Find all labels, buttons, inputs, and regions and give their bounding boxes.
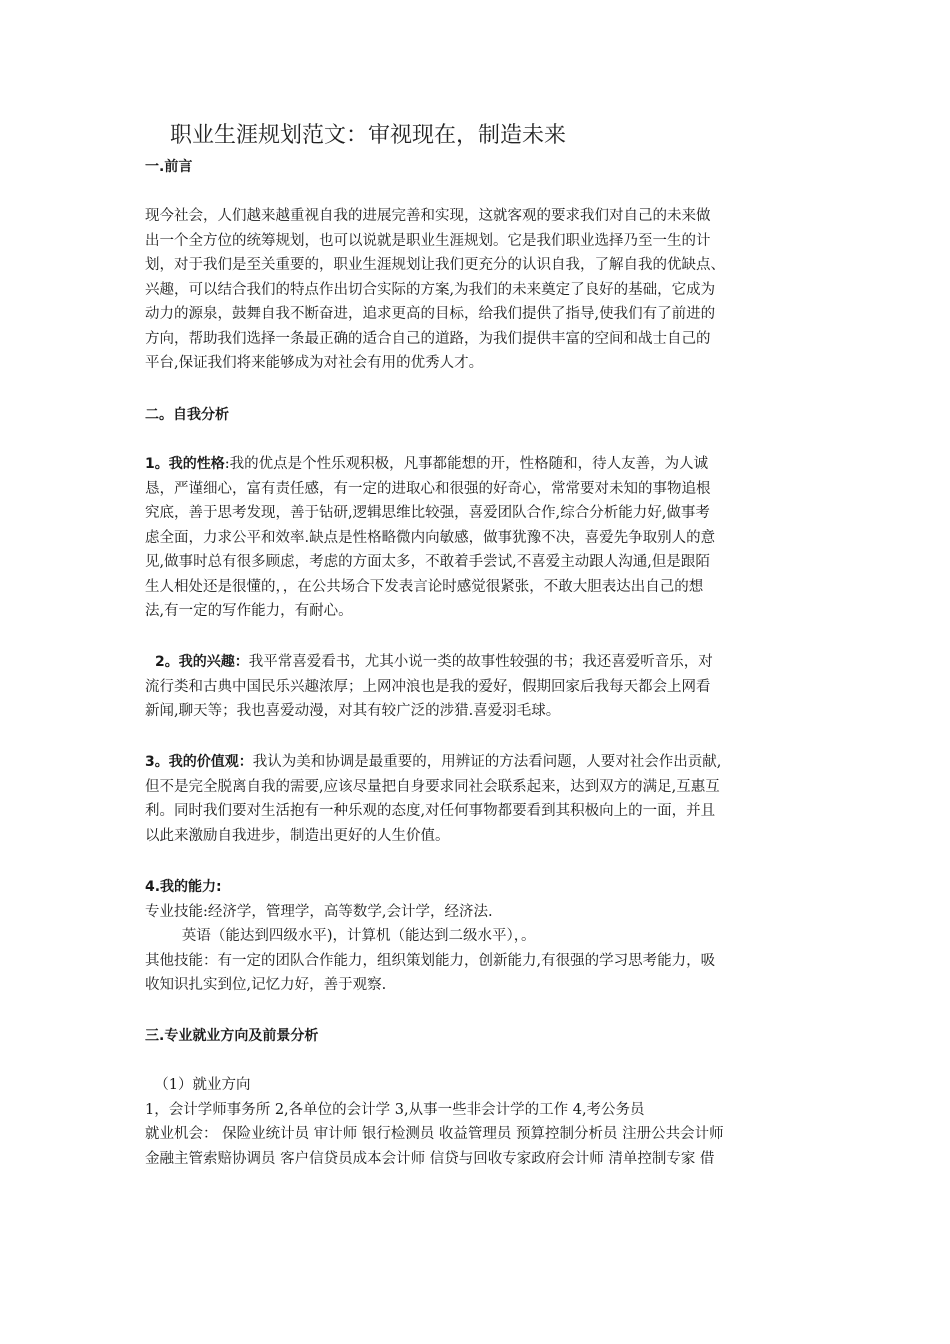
paragraph-line: 法,有一定的写作能力，有耐心。 [145,603,353,619]
interests-paragraph [155,650,825,675]
paragraph-line: 划，对于我们是至关重要的，职业生涯规划让我们更充分的认识自我，了解自我的优缺点、 [145,257,725,273]
paragraph-line: 究底，善于思考发现，善于钻研,逻辑思维比较强，喜爱团队合作,综合分析能力好,做事考 [145,505,710,521]
ability-label: 4.我的能力: [145,879,222,895]
career-heading-block [145,1024,815,1049]
paragraph-line: 利。同时我们要对生活抱有一种乐观的态度,对任何事物都要看到其积极向上的一面，并且 [145,803,716,819]
paragraph-line: 生人相处还是很懂的，，在公共场合下发表言论时感觉很紧张，不敢大胆表达出自己的想 [145,578,704,595]
paragraph-line: 动力的源泉，鼓舞自我不断奋进，追求更高的目标，给我们提供了指导,使我们有了前进的 [145,306,716,322]
paragraph-line: 平台,保证我们将来能够成为对社会有用的优秀人才。 [145,355,484,371]
paragraph-line: 但不是完全脱离自我的需要,应该尽量把自身要求同社会联系起来，达到双方的满足,互惠互 [145,778,720,795]
paragraph-line: 见,做事时总有很多顾虑，考虑的方面太多，不敢着手尝试,不喜爱主动跟人沟通,但是跟陌 [145,554,710,570]
self-analysis-heading: 二。自我分析 [145,407,229,423]
paragraph-line [145,452,815,477]
personality-paragraph [145,452,815,624]
interests-text: 我平常喜爱看书，尤其小说一类的故事性较强的书；我还喜爱听音乐，对 [248,654,713,670]
values-paragraph [145,750,815,848]
personality-text: :我的优点是个性乐观积极，凡事都能想的开，性格随和，待人友善，为人诚 [224,456,709,472]
values-text: 我认为美和协调是最重要的，用辨证的方法看问题，人要对社会作出贡献, [252,754,722,770]
paragraph-line [145,750,815,775]
paragraph-line: 就业机会： 保险业统计员 审计师 银行检测员 收益管理员 预算控制分析员 注册公共会计师 [145,1126,724,1142]
paragraph-line: 现今社会，人们越来越重视自我的进展完善和实现，这就客观的要求我们对自己的未来做 [145,208,711,224]
preface-heading: 一.前言 [145,159,193,175]
paragraph-line: 金融主管索赔协调员 客户信贷员成本会计师 信贷与回收专家政府会计师 清单控制专家 借 [145,1150,715,1167]
paragraph-line: 流行类和古典中国民乐兴趣浓厚；上网冲浪也是我的爱好，假期回家后我每天都会上网看 [145,678,711,695]
self-analysis-heading-block [145,403,815,428]
paragraph-line: 其他技能：有一定的团队合作能力，组织策划能力，创新能力,有很强的学习思考能力，吸 [145,952,716,969]
paragraph-line: 出一个全方位的统筹规划，也可以说就是职业生涯规划。它是我们职业选择乃至一生的计 [145,232,711,249]
career-heading: 三.专业就业方向及前景分析 [145,1028,319,1044]
paragraph-line: 新闻,聊天等；我也喜爱动漫，对其有较广泛的涉猎.喜爱羽毛球。 [145,703,561,719]
paragraph-line: 以此来激励自我进步，制造出更好的人生价值。 [145,827,450,844]
personality-label: 1。我的性格 [145,456,225,472]
paragraph-line: 收知识扎实到位,记忆力好，善于观察. [145,977,387,993]
paragraph-line: 方向，帮助我们选择一条最正确的适合自己的道路，为我们提供丰富的空间和战士自己的 [145,330,711,347]
career-paragraph [145,1073,815,1171]
paragraph-line: 恳，严谨细心，富有责任感，有一定的进取心和很强的好奇心，常常要对未知的事物追根 [145,480,711,497]
interests-label: 2。我的兴趣： [155,654,249,670]
preface-heading-block [145,155,815,180]
paragraph-line: 英语（能达到四级水平)，计算机（能达到二级水平），。 [145,928,536,944]
paragraph-line: 虑全面，力求公平和效率.缺点是性格略微内向敏感，做事犹豫不决，喜爱先争取别人的意 [145,529,716,546]
interests-paragraph-cont [145,675,815,724]
paragraph-line: 专业技能:经济学，管理学，高等数学,会计学，经济法. [145,903,493,920]
ability-paragraph [145,875,815,998]
paragraph-line [155,650,825,675]
document-title: 职业生涯规划范文：审视现在，制造未来 [170,123,567,148]
paragraph-line: （1）就业方向 [145,1077,251,1093]
preface-paragraph [145,204,815,376]
paragraph-line: 兴趣，可以结合我们的特点作出切合实际的方案,为我们的未来奠定了良好的基础，它成为 [145,281,716,298]
paragraph-line: 1，会计学师事务所 2,各单位的会计学 3,从事一些非会计学的工作 4,考公务员 [145,1101,645,1118]
values-label: 3。我的价值观： [145,754,253,770]
